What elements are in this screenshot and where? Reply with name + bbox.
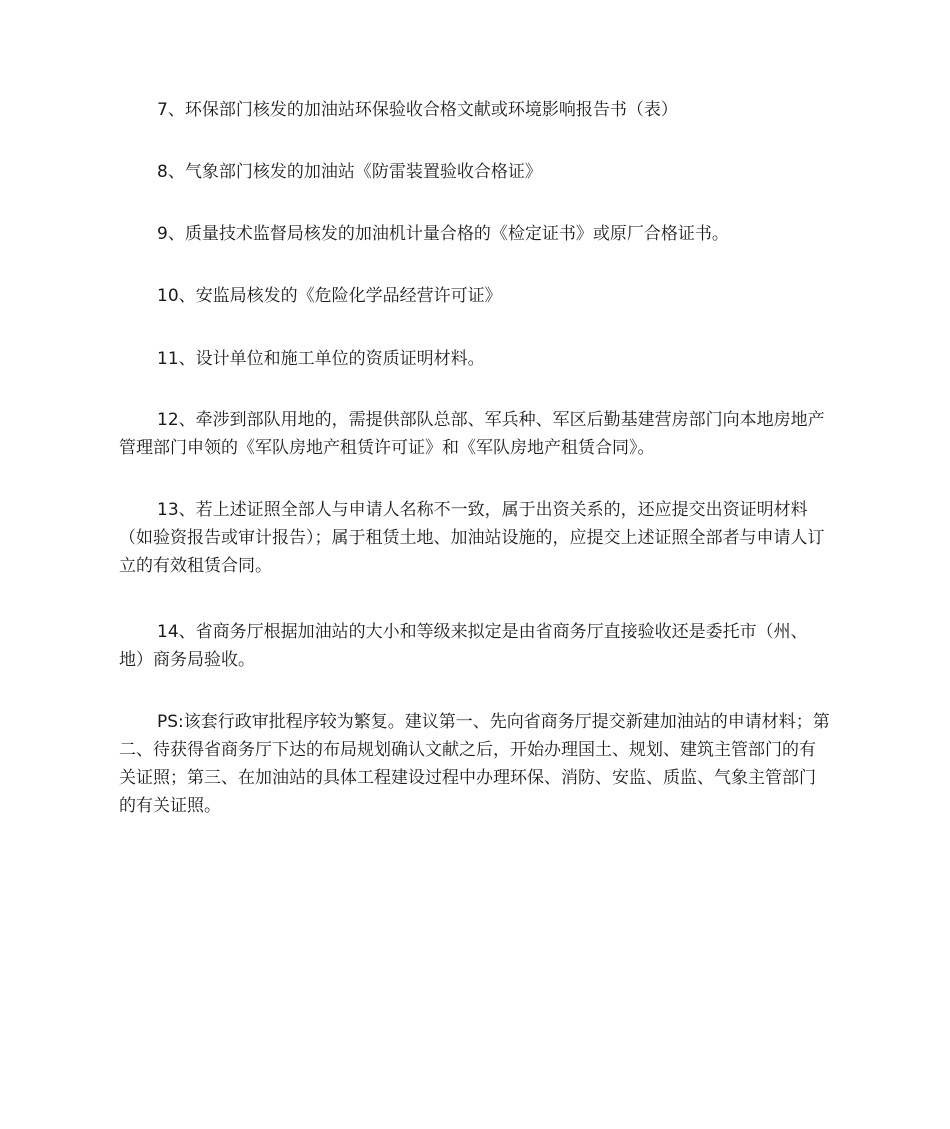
paragraph-item-7: 7、环保部门核发的加油站环保验收合格文献或环境影响报告书（表）: [157, 100, 678, 120]
paragraph-item-11: 11、设计单位和施工单位的资质证明材料。: [157, 349, 485, 369]
paragraph-item-12: 12、牵涉到部队用地的，需提供部队总部、军兵种、军区后勤基建营房部门向本地房地产管理部门申领的《军队房地产租赁许可证》和《军队房地产租赁合同》。: [119, 410, 825, 458]
paragraph-item-14: 14、省商务厅根据加油站的大小和等级来拟定是由省商务厅直接验收还是委托市（州、地）商务局验收。: [119, 622, 808, 670]
paragraph-item-13: 13、若上述证照全部人与申请人名称不一致，属于出资关系的，还应提交出资证明材料（如验资报告或审计报告）；属于租赁土地、加油站设施的，应提交上述证照全部者与申请人订立的有效租赁合同。: [119, 500, 825, 576]
paragraph-item-9: 9、质量技术监督局核发的加油机计量合格的《检定证书》或原厂合格证书。: [157, 224, 729, 244]
paragraph-item-10: 10、安监局核发的《危险化学品经营许可证》: [157, 286, 502, 306]
paragraph-ps-note: PS:该套行政审批程序较为繁复。建议第一、先向省商务厅提交新建加油站的申请材料；第二、待获得省商务厅下达的布局规划确认文献之后，开始办理国土、规划、建筑主管部门的有关证照；第三、在加油站的具体工程建设过程中办理环保、消防、安监、质监、气象主管部门的有关证照。: [119, 712, 830, 816]
paragraph-item-8: 8、气象部门核发的加油站《防雷装置验收合格证》: [157, 162, 542, 182]
